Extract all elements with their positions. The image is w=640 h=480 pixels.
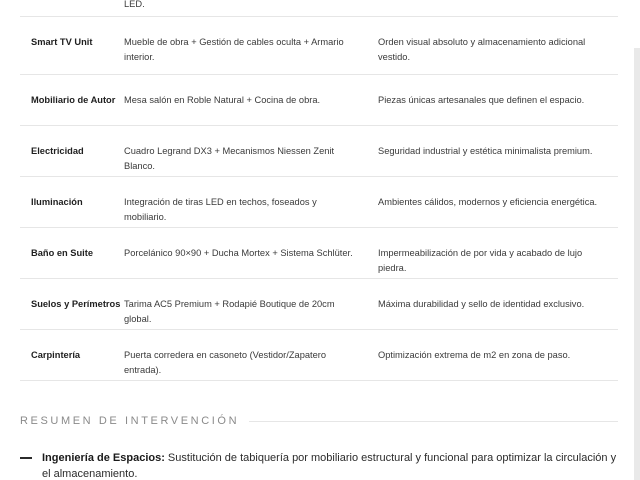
row-solution: Integración de tiras LED en techos, foseados y mobiliario.: [124, 197, 317, 222]
row-benefit: Piezas únicas artesanales que definen el espacio.: [378, 95, 585, 105]
row-label: Suelos y Perímetros: [31, 299, 121, 309]
table-row: [20, 279, 618, 330]
summary-title: RESUMEN DE INTERVENCIÓN: [20, 415, 240, 427]
row-label: Baño en Suite: [31, 248, 93, 258]
table-row: [20, 17, 618, 75]
summary-item-heading: Ingeniería de Espacios:: [42, 452, 165, 464]
table-row: [20, 0, 618, 17]
row-benefit: Impermeabilización de por vida y acabado de lujo piedra.: [378, 248, 583, 273]
row-benefit: Máxima durabilidad y sello de identidad exclusivo.: [378, 299, 585, 309]
row-label: Iluminación: [31, 197, 83, 207]
row-label: Mobiliario de Autor: [31, 95, 116, 105]
row-benefit: Orden visual absoluto y almacenamiento adicional vestido.: [378, 37, 586, 62]
summary-header: [20, 415, 618, 427]
summary-item: [20, 450, 625, 480]
dash-icon: [20, 457, 32, 459]
row-label: Smart TV Unit: [31, 37, 93, 47]
scrollbar[interactable]: [634, 48, 640, 480]
row-solution: Porcelánico 90×90 + Ducha Mortex + Sistema Schlüter.: [124, 248, 353, 258]
row-solution: Mesa salón en Roble Natural + Cocina de obra.: [124, 95, 321, 105]
table-row: [20, 228, 618, 279]
row-label: Electricidad: [31, 146, 84, 156]
table-row: [20, 330, 618, 381]
row-benefit: Ambientes cálidos, modernos y eficiencia energética.: [378, 197, 598, 207]
divider: [249, 421, 618, 422]
row-solution: Cuadro Legrand DX3 + Mecanismos Niessen Zenit Blanco.: [124, 146, 335, 171]
table-row: [20, 177, 618, 228]
spec-table: [20, 0, 618, 381]
row-solution: LED.: [124, 0, 145, 9]
row-solution: Mueble de obra + Gestión de cables oculta + Armario interior.: [124, 37, 344, 62]
row-solution: Tarima AC5 Premium + Rodapié Boutique de 20cm global.: [124, 299, 335, 324]
table-row: [20, 126, 618, 177]
row-solution: Puerta corredera en casoneto (Vestidor/Zapatero entrada).: [124, 350, 327, 375]
summary-item-text: [42, 450, 625, 480]
table-row: [20, 75, 618, 126]
row-benefit: Optimización extrema de m2 en zona de paso.: [378, 350, 571, 360]
row-label: Carpintería: [31, 350, 81, 360]
summary-item-body: Sustitución de tabiquería por mobiliario estructural y funcional para optimizar la circulación y el almacenamiento.: [42, 452, 617, 480]
row-benefit: Seguridad industrial y estética minimalista premium.: [378, 146, 593, 156]
